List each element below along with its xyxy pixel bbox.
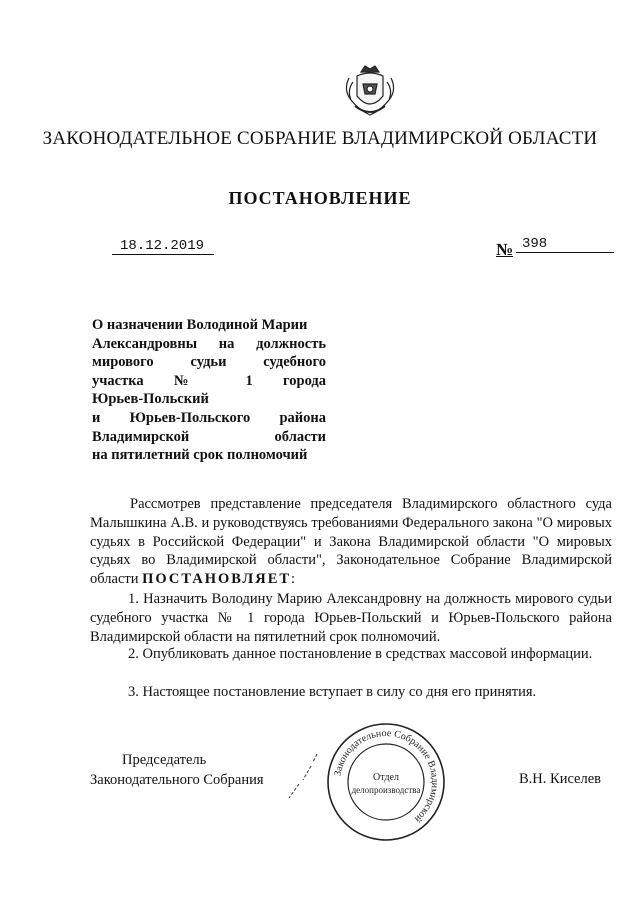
document-type-heading: ПОСТАНОВЛЕНИЕ [228,188,412,208]
resolves-suffix: : [291,571,296,588]
signatory-title [90,750,290,790]
document-number-value: 398 [522,236,548,252]
subject-block [92,316,326,465]
document-date: 18.12.2019 [112,238,214,255]
subject-line: Юрьев-Польский [92,391,209,408]
office-stamp [324,720,448,844]
handwritten-signature [283,752,323,800]
preamble-text: Рассмотрев представление председателя Владимирского областного суда Малышкина А.В. и руководствуясь требованиями Федерального закона "О мировых судьях в Российской Федерации" и Закона Владимирской области "О мировых судьях во Владимирской области", Законодательное Собрание Владимирской области [90,496,612,588]
subject-line: О назначении Володиной Марии [92,317,308,333]
preamble-paragraph [90,495,612,589]
stamp-center-line1: Отдел [373,772,399,783]
document-number [516,236,614,253]
resolution-item-1: 1. Назначить Володину Марию Александровну на должность мирового судьи судебного участка № 1 города Юрьев-Польский и Юрьев-Польского района Владимирской области на пятилетний срок полномочий. [90,591,612,645]
coat-of-arms-emblem [339,60,401,122]
number-label: № [496,240,514,259]
signatory-title-line2: Законодательного Собрания [90,772,264,788]
stamp-center-line2: делопроизводства [351,785,421,795]
organization-title: ЗАКОНОДАТЕЛЬНОЕ СОБРАНИЕ ВЛАДИМИРСКОЙ ОБЛАСТИ [42,128,598,149]
signer-name: В.Н. Киселев [519,771,602,787]
subject-line: участка № 1 города [92,372,326,389]
resolves-keyword: ПОСТАНОВЛЯЕТ [142,571,292,588]
signatory-title-line1: Председатель [122,752,207,768]
stamp-ring-text: Законодательное Собрание Владимирской [332,727,441,825]
subject-line: и Юрьев-Польского района [92,409,326,426]
subject-line: Александровны на должность [92,335,326,352]
resolution-item-3: 3. Настоящее постановление вступает в силу со дня его принятия. [128,684,537,700]
subject-line: Владимирской области [92,428,326,445]
subject-line: мирового судьи судебного [92,354,326,371]
subject-line: на пятилетний срок полномочий [92,447,308,464]
resolution-item-2: 2. Опубликовать данное постановление в средствах массовой информации. [128,646,593,662]
